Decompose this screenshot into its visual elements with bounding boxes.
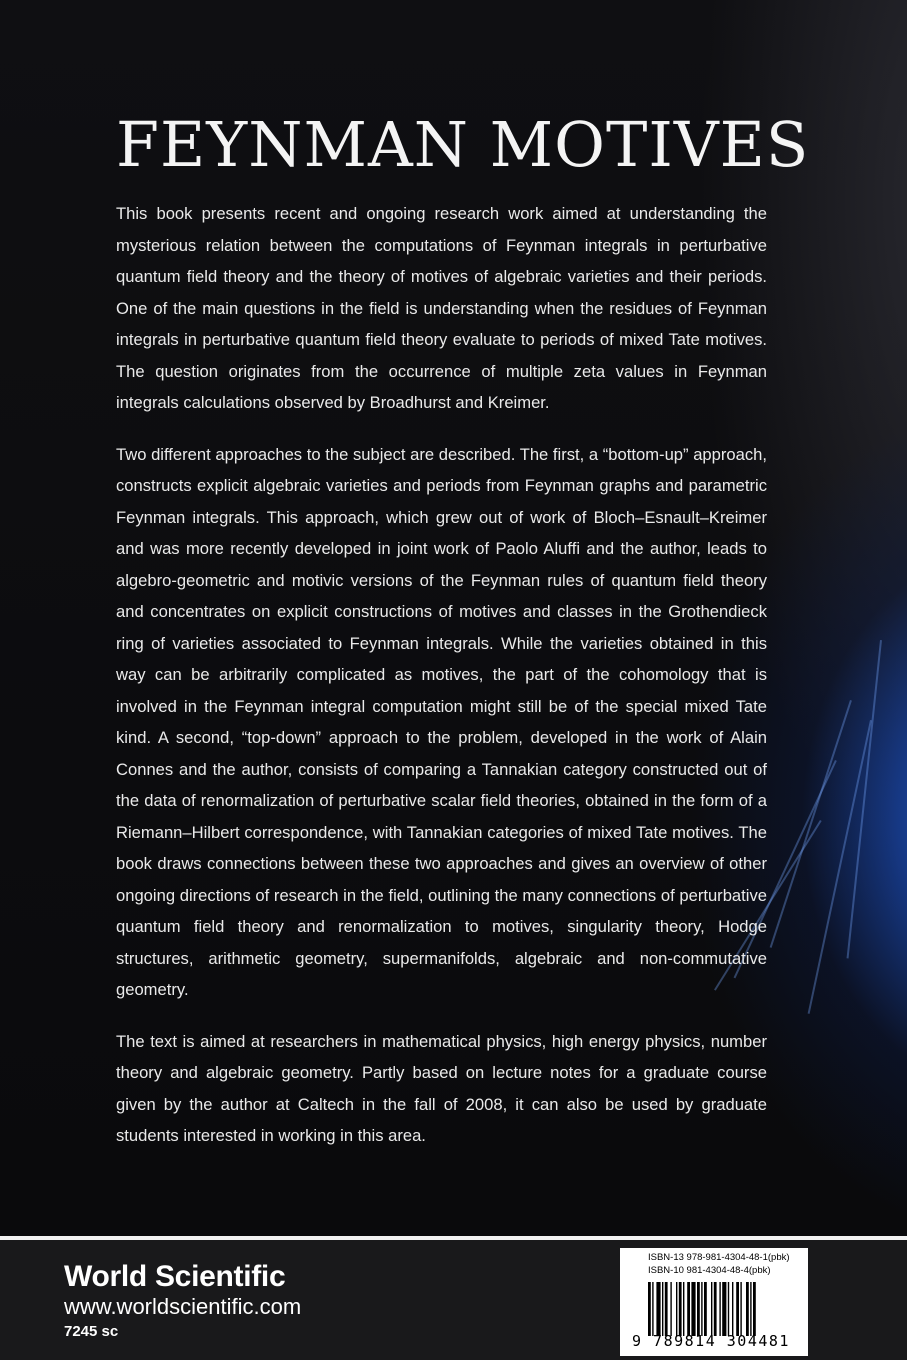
barcode-bar — [704, 1282, 707, 1336]
barcode — [620, 1248, 808, 1356]
barcode-bar — [691, 1282, 695, 1336]
publisher-name: World Scientific — [64, 1260, 286, 1293]
barcode-bar — [719, 1282, 720, 1336]
isbn-10: ISBN-10 981-4304-48-4(pbk) — [648, 1265, 771, 1276]
barcode-bar — [711, 1282, 712, 1336]
barcode-bar — [656, 1282, 660, 1336]
barcode-bar — [679, 1282, 682, 1336]
blurb — [116, 198, 767, 1172]
blurb-paragraph: The text is aimed at researchers in mathematical physics, high energy physics, number theory and algebraic geometry. Partly based on lecture notes for a graduate course given by the author at Caltech in the fall of 2008, it can also be used by graduate students interested in working in this area. — [116, 1031, 767, 1145]
decorative-streak — [808, 720, 872, 1014]
catalog-code: 7245 sc — [64, 1323, 119, 1340]
barcode-bar — [701, 1282, 702, 1336]
barcode-bar — [728, 1282, 729, 1336]
barcode-bar — [676, 1282, 677, 1336]
barcode-bar — [662, 1282, 663, 1336]
barcode-bar — [665, 1282, 668, 1336]
blurb-paragraph: This book presents recent and ongoing research work aimed at understanding the mysterious relation between the computations of Feynman integrals in perturbative quantum field theory and the theory of motives of algebraic varieties and their periods. One of the main questions in the field is understanding when the residues of Feynman integrals in perturbative quantum field theory evaluate to periods of mixed Tate motives. The question originates from the occurrence of multiple zeta values in Feynman integrals calculations observed by Broadhurst and Kreimer. — [116, 204, 767, 412]
barcode-bar — [697, 1282, 700, 1336]
barcode-bar — [683, 1282, 684, 1336]
barcode-bar — [746, 1282, 749, 1336]
book-title: FEYNMAN MOTIVES — [116, 108, 810, 181]
barcode-bar — [652, 1282, 653, 1336]
barcode-digits: 9 789814 304481 — [632, 1332, 790, 1350]
blurb-paragraph: Two different approaches to the subject are described. The first, a “bottom-up” approach, constructs explicit algebraic varieties and periods from Feynman graphs and parametric Feynman integrals. This approach, which grew out of work of Bloch–Esnault–Kreimer and was more recently developed in joint work of Paolo Aluffi and the author, leads to algebro-geometric and motivic versions of the Feynman rules of quantum field theory and concentrates on explicit constructions of motives and classes in the Grothendieck ring of varieties associated to Feynman integrals. While the varieties obtained in this way can be arbitrarily complicated as motives, the part of the cohomology that is involved in the Feynman integral computation might still be of the special mixed Tate kind. A second, “top-down” approach to the problem, developed in the work of Alain Connes and the author, consists of comparing a Tannakian category constructed out of the data of renormalization of perturbative scalar field theories, obtained in the form of a Riemann–Hilbert correspondence, with Tannakian categories of mixed Tate motives. The book draws connections between these two approaches and gives an overview of other ongoing directions of research in the field, outlining the many connections of perturbative quantum field theory and renormalization to motives, singularity theory, Hodge structures, arithmetic geometry, supermanifolds, algebraic and non-commutative geometry. — [116, 444, 767, 999]
barcode-bar — [736, 1282, 739, 1336]
barcode-bar — [714, 1282, 717, 1336]
barcode-bar — [740, 1282, 741, 1336]
barcode-bar — [753, 1282, 756, 1336]
publisher-footer — [0, 1236, 907, 1360]
barcode-bars — [648, 1282, 800, 1336]
decorative-streak — [770, 700, 852, 948]
isbn-13: ISBN-13 978-981-4304-48-1(pbk) — [648, 1252, 790, 1263]
barcode-bar — [687, 1282, 690, 1336]
barcode-bar — [670, 1282, 671, 1336]
barcode-bar — [750, 1282, 751, 1336]
barcode-bar — [722, 1282, 726, 1336]
barcode-bar — [732, 1282, 733, 1336]
publisher-website: www.worldscientific.com — [64, 1294, 302, 1319]
decorative-streak — [847, 640, 882, 958]
barcode-bar — [648, 1282, 651, 1336]
